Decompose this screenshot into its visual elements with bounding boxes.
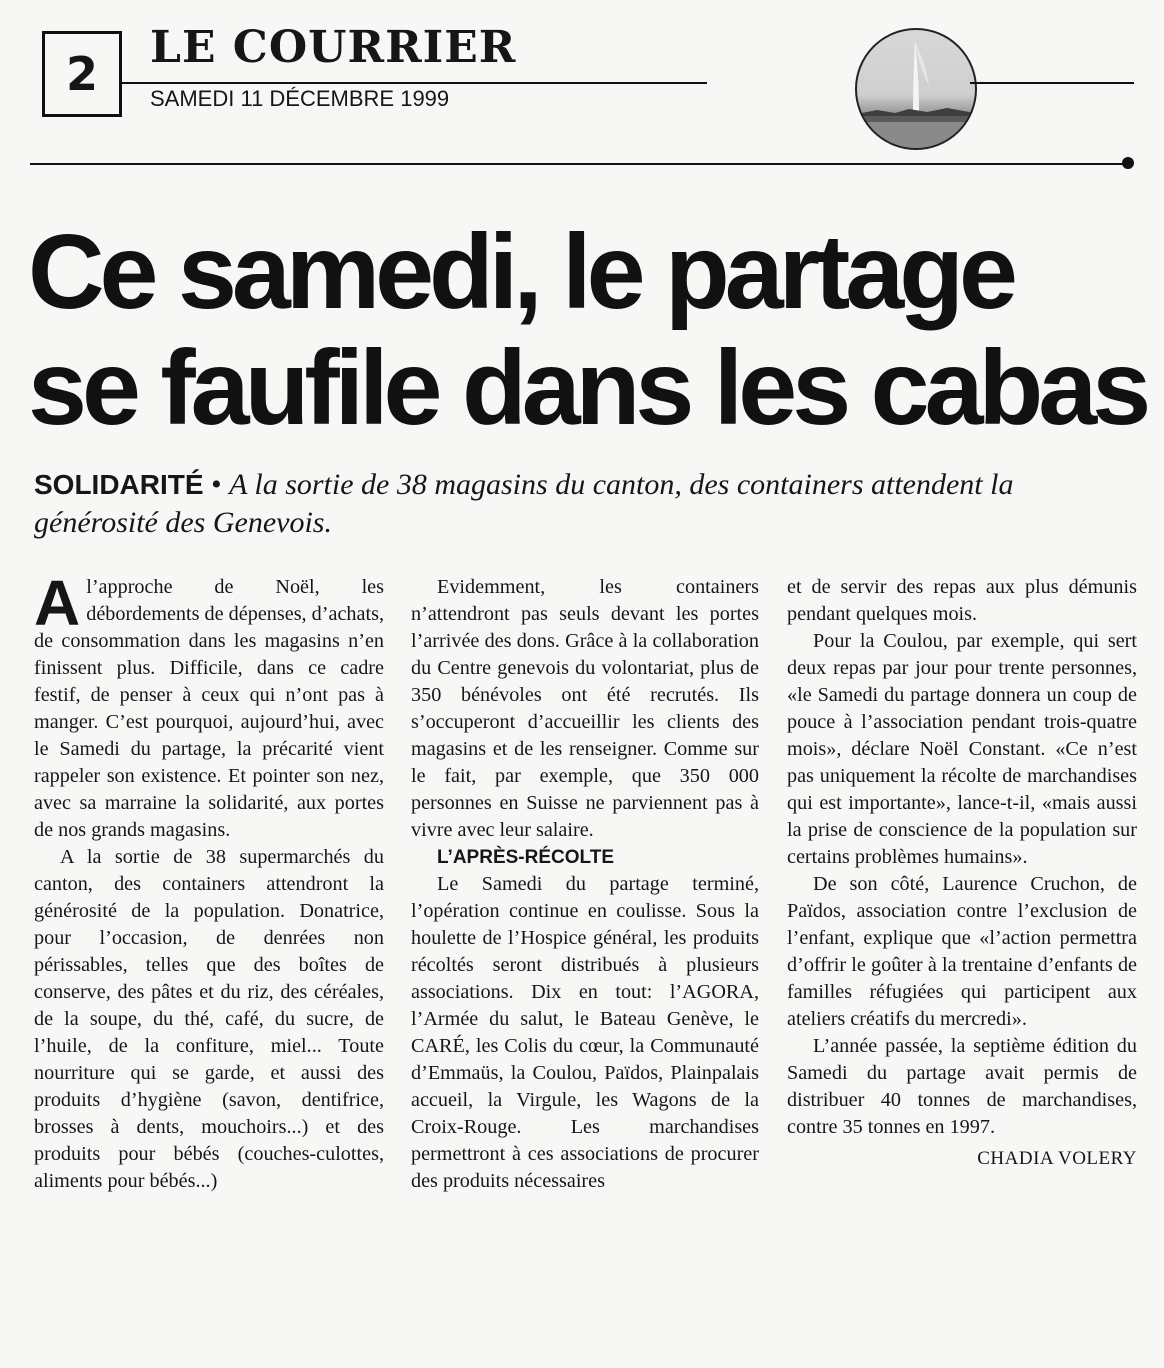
masthead-rule — [122, 82, 707, 84]
masthead: LE COURRIER — [150, 22, 517, 73]
paragraph-text: l’approche de Noël, les débordements de dépenses, d’achats, de consommation dans les magasins n’en finissent plus. Difficile, dans ce cadre festif, de penser à ceux qui n’ont pas à manger. C’est pourquoi, aujourd’hui, avec le Samedi du partage, la précarité vient rappeler son existence. Et pointer son nez, avec sa marraine la solidarité, aux portes de nos grands magasins. — [34, 576, 384, 841]
paragraph: De son côté, Laurence Cruchon, de Païdos, association contre l’exclusion de l’enfant, explique que «l’action permettra d’offrir le goûter à la trentaine d’enfants de familles réfugiées qui participent aux ateliers créatifs du mercredi». — [787, 873, 1137, 1030]
issue-date: SAMEDI 11 DÉCEMBRE 1999 — [150, 86, 450, 111]
page-number: 2 — [42, 31, 122, 117]
headline-line-2: se faufile dans les cabas — [28, 329, 1147, 447]
headline-line-1: Ce samedi, le partage — [28, 213, 1013, 331]
paragraph: Le Samedi du partage terminé, l’opération continue en coulisse. Sous la houlette de l’Hospice général, les produits récoltés seront distribués à plusieurs associations. Dix en tout: l’AGORA, l’Armée du salut, le Bateau Genève, le CARÉ, les Colis du cœur, la Communauté d’Emmaüs, la Coulou, Païdos, Plainpalais accueil, la Virgule, les Wagons de la Croix-Rouge. Les marchandises permettront à ces associations de procurer des produits nécessaires — [411, 873, 759, 1192]
paragraph: et de servir des repas aux plus démunis pendant quelques mois. — [787, 576, 1137, 625]
paragraph: Evidemment, les containers n’attendront pas seuls devant les portes l’arrivée des dons. Grâce à la collaboration du Centre genevois du volontariat, plus de 350 bénévoles ont été recrutés. Ils s’occuperont d’accueillir les clients des magasins et de les renseigner. Comme sur le fait, par exemple, que 350 000 personnes en Suisse ne parviennent pas à vivre avec leur salaire. — [411, 576, 759, 841]
deck-text: A la sortie de 38 magasins du canton, des containers attendent la générosité des Genevois. — [34, 468, 1014, 539]
paragraph: Pour la Coulou, par exemple, qui sert deux repas par jour pour trente personnes, «le Samedi du partage donnera un coup de pouce à l’association pendant trois-quatre mois», déclare Noël Constant. «Ce n’est pas uniquement la récolte de marchandises qui est importante», lance-t-il, «mais aussi la prise de conscience de la population sur certains problèmes humains». — [787, 630, 1137, 868]
byline: CHADIA VOLERY — [977, 1148, 1137, 1169]
drop-cap: A — [34, 567, 81, 639]
masthead-rule-right — [970, 82, 1134, 84]
article-column-3 — [787, 574, 1137, 1172]
kicker-separator: • — [203, 468, 230, 501]
article-headline — [28, 213, 1147, 447]
kicker: SOLIDARITÉ — [34, 469, 204, 500]
article-column-2 — [411, 574, 759, 1195]
paragraph — [34, 567, 384, 844]
paragraph: A la sortie de 38 supermarchés du canton, des containers attendront la générosité de la population. Donatrice, pour l’occasion, de denrées non périssables, telles que des boîtes de conserve, des pâtes et du riz, des céréales, de la soupe, du thé, café, du sucre, de l’huile, de la confiture, miel... Toute nourriture qui se garde, et aussi des produits d’hygiène (savon, dentifrice, brosses à dents, mouchoirs...) et des produits pour bébés (couches-culottes, aliments pour bébés...) — [34, 846, 384, 1192]
paragraph: L’année passée, la septième édition du Samedi du partage avait permis de distribuer 40 tonnes de marchandises, contre 35 tonnes en 1997. — [787, 1035, 1137, 1138]
header-divider — [30, 163, 1128, 165]
article-deck — [34, 466, 1134, 542]
subheading: L’APRÈS-RÉCOLTE — [437, 847, 614, 868]
article-column-1 — [34, 567, 384, 1195]
divider-dot — [1122, 157, 1134, 169]
jet-deau-emblem — [855, 28, 977, 150]
